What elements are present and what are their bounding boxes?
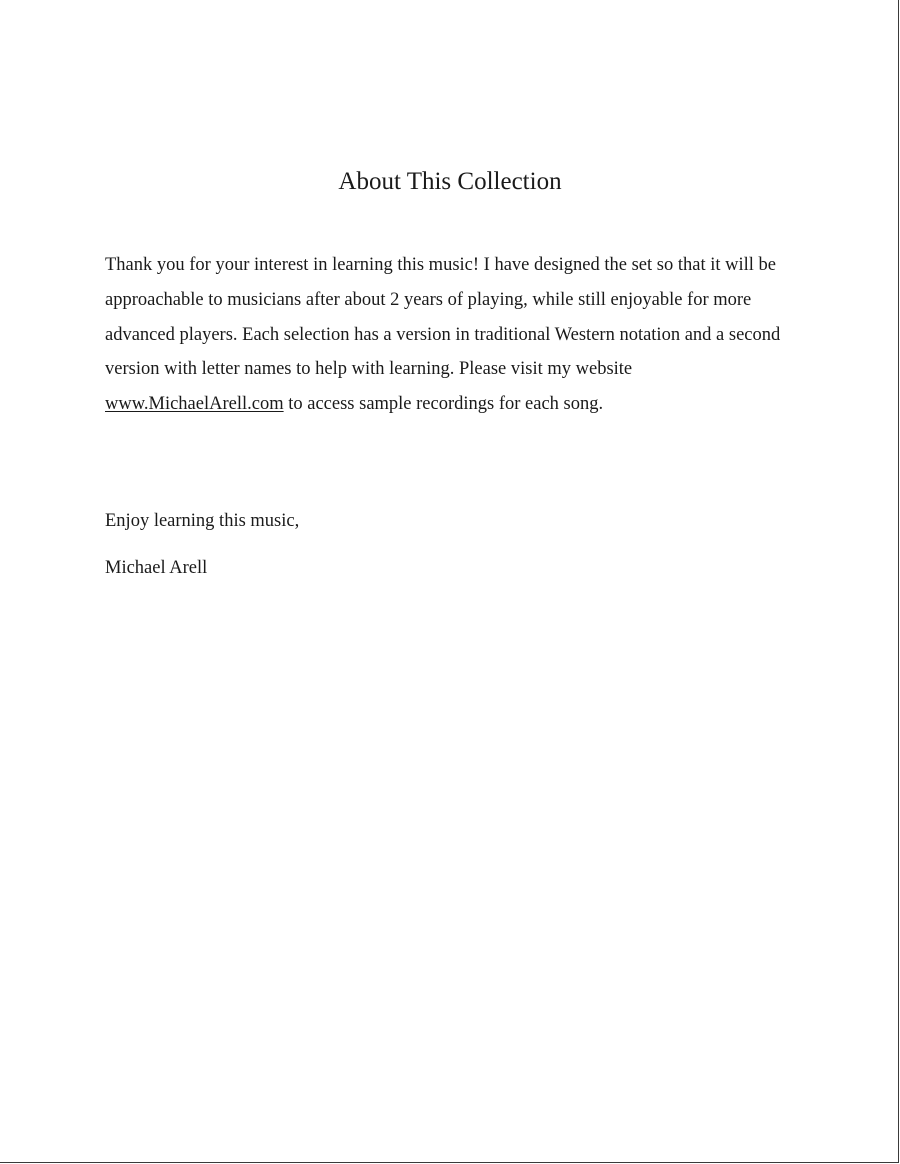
intro-paragraph xyxy=(105,248,805,422)
author-signature: Michael Arell xyxy=(105,558,208,578)
website-link[interactable]: www.MichaelArell.com xyxy=(105,394,284,415)
closing-line: Enjoy learning this music, xyxy=(105,511,300,531)
page-title: About This Collection xyxy=(338,168,562,195)
paragraph-text-after-link: to access sample recordings for each song. xyxy=(283,394,604,415)
paragraph-text-before-link: Thank you for your interest in learning this music! I have designed the set so that it will be approachable to musicians after about 2 years of playing, while still enjoyable for more advanced players. Each selection has a version in traditional Western notation and a second version with letter names to help with learning. Please visit my website xyxy=(105,255,781,380)
